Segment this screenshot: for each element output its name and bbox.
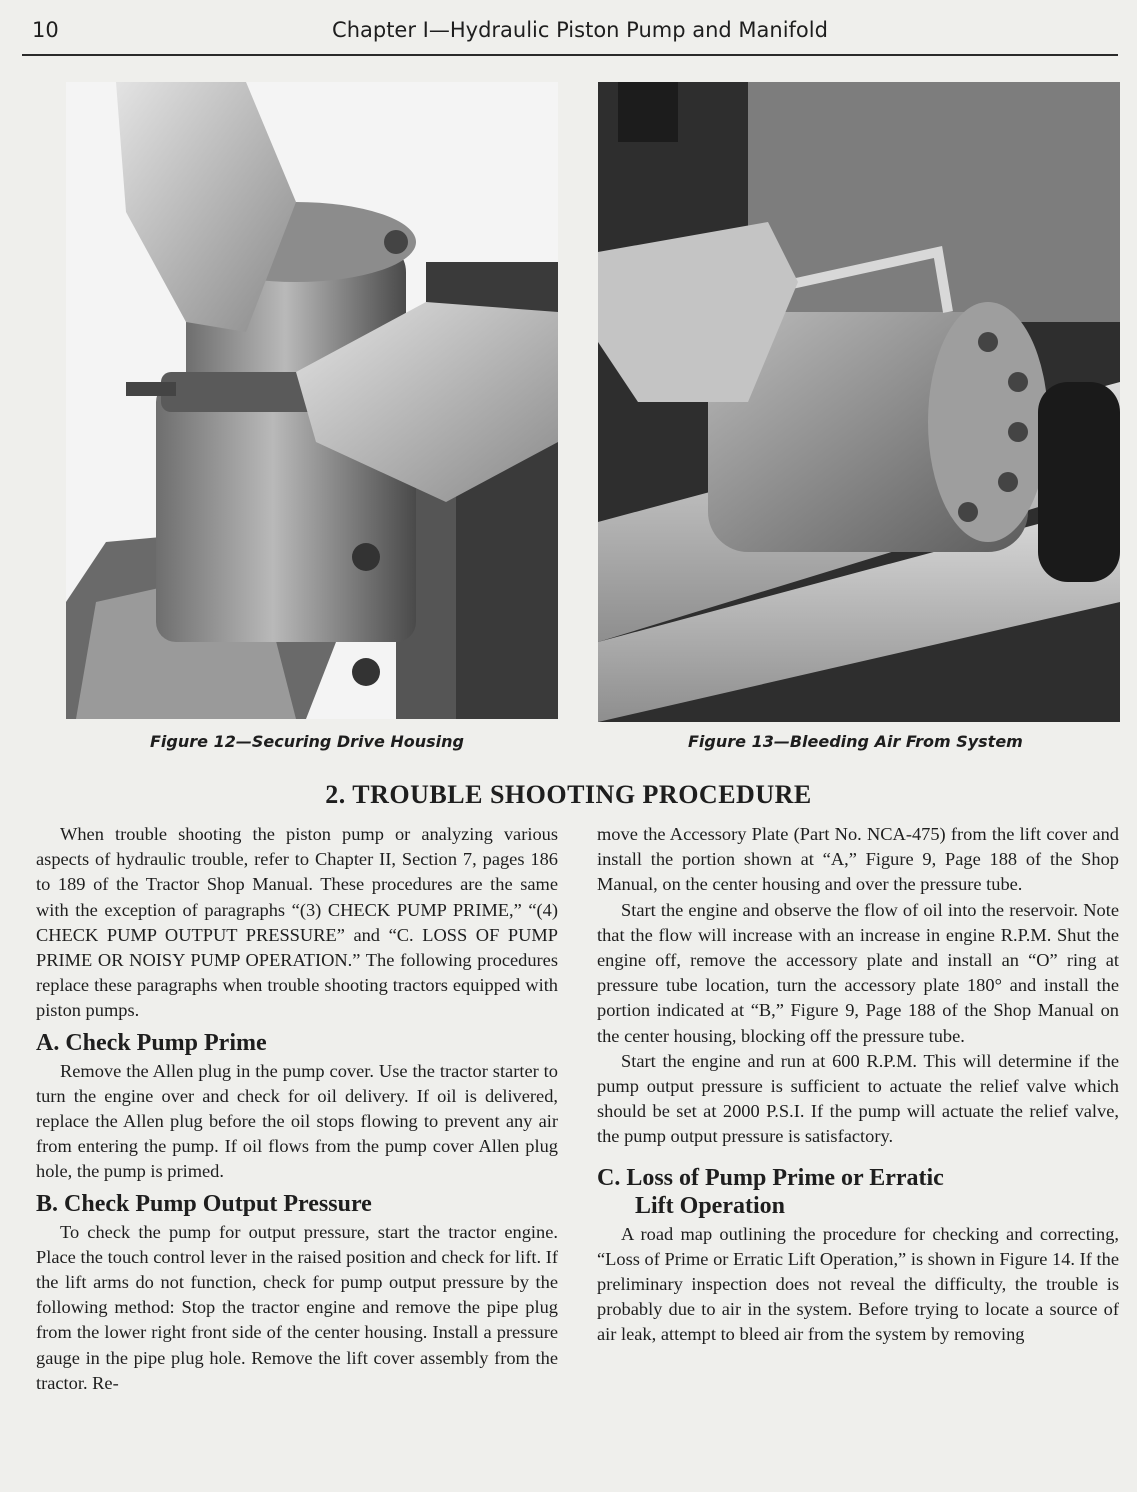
heading-check-pump-prime: A. Check Pump Prime — [36, 1029, 267, 1056]
right-column — [597, 822, 1119, 1348]
drive-housing-illustration — [66, 82, 558, 719]
section-title: 2. TROUBLE SHOOTING PROCEDURE — [325, 780, 812, 809]
chapter-title: Chapter I—Hydraulic Piston Pump and Manifold — [332, 18, 828, 42]
road-map-paragraph: A road map outlining the procedure for checking and correcting, “Loss of Prime or Erratic Lift Operation,” is shown in Figure 14. If the preliminary inspection does not reveal the difficulty, the trouble is probably due to air in the system. Before trying to locate a source of air leak, attempt to bleed air from the system by removing — [597, 1223, 1119, 1345]
heading-loss-line-2: Lift Operation — [635, 1192, 785, 1219]
heading-check-pump-output-pressure: B. Check Pump Output Pressure — [36, 1190, 372, 1217]
heading-loss-line-1: C. Loss of Pump Prime or Erratic — [597, 1164, 944, 1191]
figure-12-photo — [66, 82, 558, 719]
figure-13-photo — [598, 82, 1120, 722]
figure-13-caption: Figure 13—Bleeding Air From System — [688, 732, 1023, 751]
intro-paragraph: When trouble shooting the piston pump or analyzing various aspects of hydraulic trouble, refer to Chapter II, Section 7, pages 186 to 189 of the Tractor Shop Manual. These procedures are the same with the exception of paragraphs “(3) CHECK PUMP PRIME,” “(4) CHECK PUMP OUTPUT PRESSURE” and “C. LOSS OF PUMP PRIME OR NOISY PUMP OPERATION.” The following procedures replace these paragraphs when trouble shooting tractors equipped with piston pumps. — [36, 824, 558, 1021]
run-600-rpm-paragraph: Start the engine and run at 600 R.P.M. This will determine if the pump output pressure is sufficient to actuate the relief valve which should be set at 2000 P.S.I. If the pump will actuate the relief valve, the pump output pressure is satisfactory. — [597, 1050, 1119, 1147]
left-column — [36, 822, 558, 1396]
continued-paragraph: move the Accessory Plate (Part No. NCA-475) from the lift cover and install the portion shown at “A,” Figure 9, Page 188 of the Shop Manual, on the center housing and over the pressure tube. — [597, 824, 1119, 895]
page-number: 10 — [32, 18, 59, 42]
page-header — [22, 16, 1118, 56]
observe-flow-paragraph: Start the engine and observe the flow of oil into the reservoir. Note that the flow will increase with an increase in engine R.P.M. Shut the engine off, remove the accessory plate and install an “O” ring at pressure tube location, turn the accessory plate 180° and install the portion indicated at “B,” Figure 9, Page 188 of the Shop Manual on the center housing, blocking off the pressure tube. — [597, 899, 1119, 1046]
check-pump-prime-paragraph: Remove the Allen plug in the pump cover. Use the tractor starter to turn the engine over and check for oil delivery. If oil is delivered, replace the Allen plug before the oil stops flowing to prevent any air from entering the pump. If oil flows from the pump cover Allen plug hole, the pump is primed. — [36, 1060, 558, 1182]
check-pump-output-pressure-paragraph: To check the pump for output pressure, start the tractor engine. Place the touch control lever in the raised position and check for lift. If the lift arms do not function, check for pump output pressure by the following method: Stop the tractor engine and remove the pipe plug from the lower right front side of the center housing. Install a pressure gauge in the pipe plug hole. Remove the lift cover assembly from the tractor. Re- — [36, 1221, 558, 1393]
bleeding-air-illustration — [598, 82, 1120, 722]
heading-loss-of-pump-prime — [597, 1164, 1119, 1220]
figure-12-caption: Figure 12—Securing Drive Housing — [150, 732, 465, 751]
